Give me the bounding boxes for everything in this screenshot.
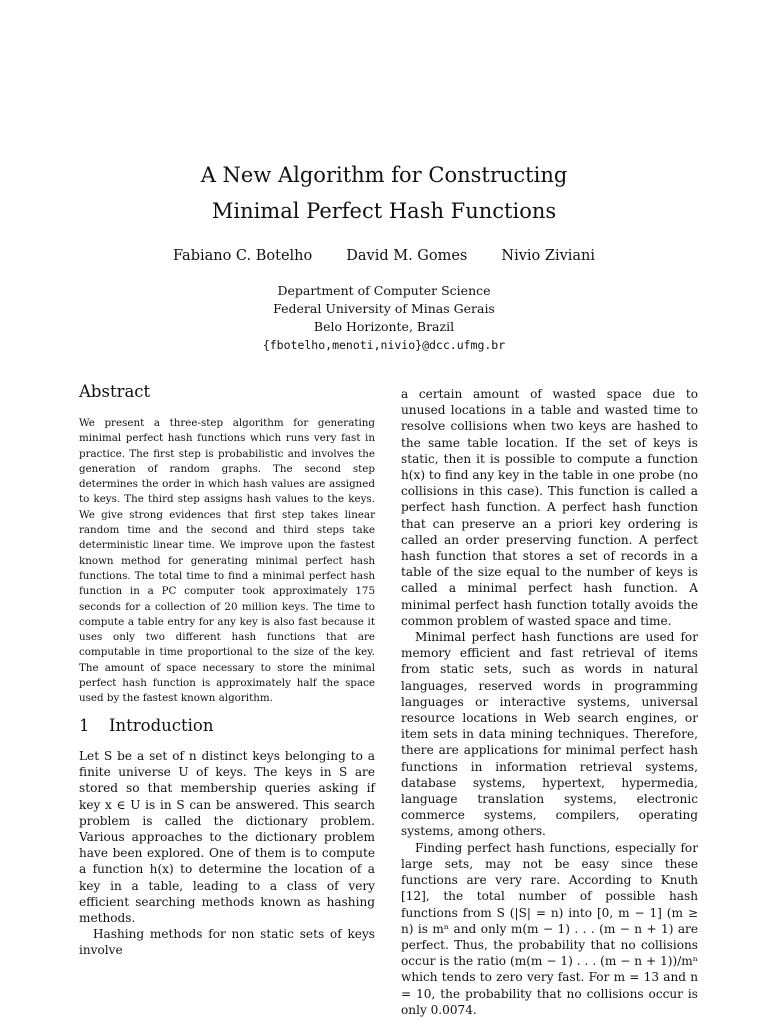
abstract-heading: Abstract — [79, 382, 151, 401]
right-paragraph-3: Finding perfect hash functions, especially for large sets, may not be easy since these functions are very rare. According to Knuth [12], the total number of possible hash functions from S (|S| = n) into [0, m − 1] (m ≥ n) is mⁿ and only m(m − 1) . . . (m − n + 1) are perfect. Thus, the probability that no collisions occur is the ratio (m(m − 1) . . . (m − n + 1))/mⁿ which tends to zero very fast. For m = 13 and n = 10, the probability that no collisions occur is only 0.0074. — [401, 840, 698, 1017]
city: Belo Horizonte, Brazil — [313, 319, 455, 334]
right-column-body — [401, 386, 698, 1018]
abstract-paragraph: We present a three-step algorithm for generating minimal perfect hash functions which runs very fast in practice. The first step is probabilistic and involves the generation of random graphs. The second step determines the order in which hash values are assigned to keys. The third step assigns hash values to the keys. We give strong evidences that first step takes linear random time and the second and third steps take deterministic linear time. We improve upon the fastest known method for generating minimal perfect hash functions. The total time to find a minimal perfect hash function in a PC computer took approximately 175 seconds for a collection of 20 million keys. The time to compute a table entry for any key is also fast because it uses only two different hash functions that are computable in time proportional to the size of the key. The amount of space necessary to store the minimal perfect hash function is approximately half the space used by the fastest known algorithm. — [79, 417, 375, 705]
title-line-2: Minimal Perfect Hash Functions — [211, 199, 557, 223]
intro-paragraph-2: Hashing methods for non static sets of keys involve — [79, 927, 375, 958]
abstract-body — [79, 416, 375, 707]
right-paragraph-1: a certain amount of wasted space due to unused locations in a table and wasted time to resolve collisions when two keys are hashed to the same table location. If the set of keys is static, then it is possible to compute a function h(x) to find any key in the table in one probe (no collisions in this case). This function is called a perfect hash function. A perfect hash function that can preserve an a priori key ordering is called an order preserving function. A perfect hash function that stores a set of records in a table of the size equal to the number of keys is called a minimal perfect hash function. A minimal perfect hash function totally avoids the common problem of wasted space and time. — [401, 387, 698, 628]
introduction-body — [79, 748, 375, 959]
section-title: Introduction — [109, 716, 214, 735]
intro-paragraph-1: Let S be a set of n distinct keys belonging to a finite universe U of keys. The keys in S are stored so that membership queries asking if key x ∈ U is in S can be answered. This search problem is called the dictionary problem. Various approaches to the dictionary problem have been explored. One of them is to compute a function h(x) to determine the location of a key in a table, leading to a class of very efficient searching methods known as hashing methods. — [79, 749, 375, 926]
email-address: {fbotelho,menoti,nivio}@dcc.ufmg.br — [262, 338, 506, 352]
affiliation-block — [0, 282, 768, 354]
author-name: Fabiano C. Botelho — [172, 248, 313, 264]
department: Department of Computer Science — [277, 283, 491, 298]
university: Federal University of Minas Gerais — [273, 301, 495, 316]
right-paragraph-2: Minimal perfect hash functions are used for memory efficient and fast retrieval of items from static sets, such as words in natural languages, reserved words in programming languages or interactive systems, universal resource locations in Web search engines, or item sets in data mining techniques. Therefore, there are applications for minimal perfect hash functions in information retrieval systems, database systems, hypertext, hypermedia, language translation systems, electronic commerce systems, compilers, operating systems, among others. — [401, 630, 698, 839]
author-name: Nivio Ziviani — [501, 248, 596, 264]
section-heading-introduction — [79, 716, 214, 735]
author-name: David M. Gomes — [346, 248, 468, 264]
section-number: 1 — [79, 716, 90, 735]
title-line-1: A New Algorithm for Constructing — [200, 163, 568, 187]
author-list — [0, 248, 768, 264]
paper-title — [0, 157, 768, 229]
